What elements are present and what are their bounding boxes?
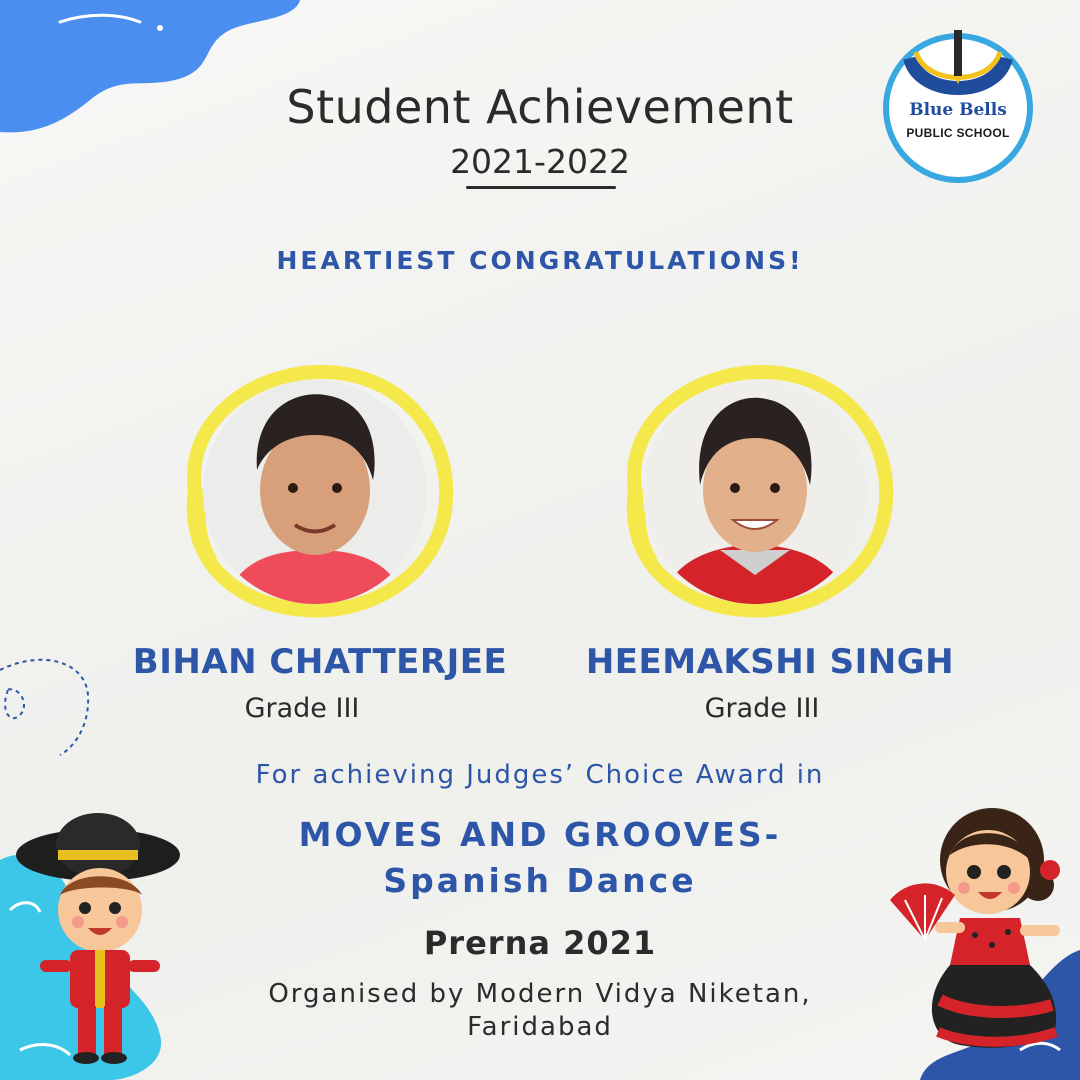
organiser-text <box>0 978 1080 1044</box>
dotted-loop-decoration <box>0 650 100 760</box>
academic-year: 2021-2022 <box>450 142 630 181</box>
student-grade-1: Grade III <box>244 693 360 724</box>
event-title <box>0 812 1080 904</box>
student-grade-2: Grade III <box>704 693 820 724</box>
student-name-1: BIHAN CHATTERJEE <box>132 642 508 682</box>
student-photo-1 <box>165 360 465 620</box>
organiser-line-1: Organised by Modern Vidya Niketan, <box>268 979 812 1009</box>
event-title-line-2: Spanish Dance <box>383 861 697 900</box>
logo-school-subtitle: PUBLIC SCHOOL <box>906 126 1010 140</box>
competition-name: Prerna 2021 <box>423 924 657 962</box>
student-photo-2 <box>605 360 905 620</box>
award-description: For achieving Judges’ Choice Award in <box>255 760 825 790</box>
logo-school-name: Blue Bells <box>909 100 1007 120</box>
page-title: Student Achievement <box>286 80 794 134</box>
student-name-2: HEEMAKSHI SINGH <box>585 642 955 682</box>
organiser-line-2: Faridabad <box>467 1012 613 1042</box>
year-underline <box>466 186 616 189</box>
congratulations-heading: HEARTIEST CONGRATULATIONS! <box>276 246 804 275</box>
event-title-line-1: MOVES AND GROOVES- <box>298 815 782 854</box>
